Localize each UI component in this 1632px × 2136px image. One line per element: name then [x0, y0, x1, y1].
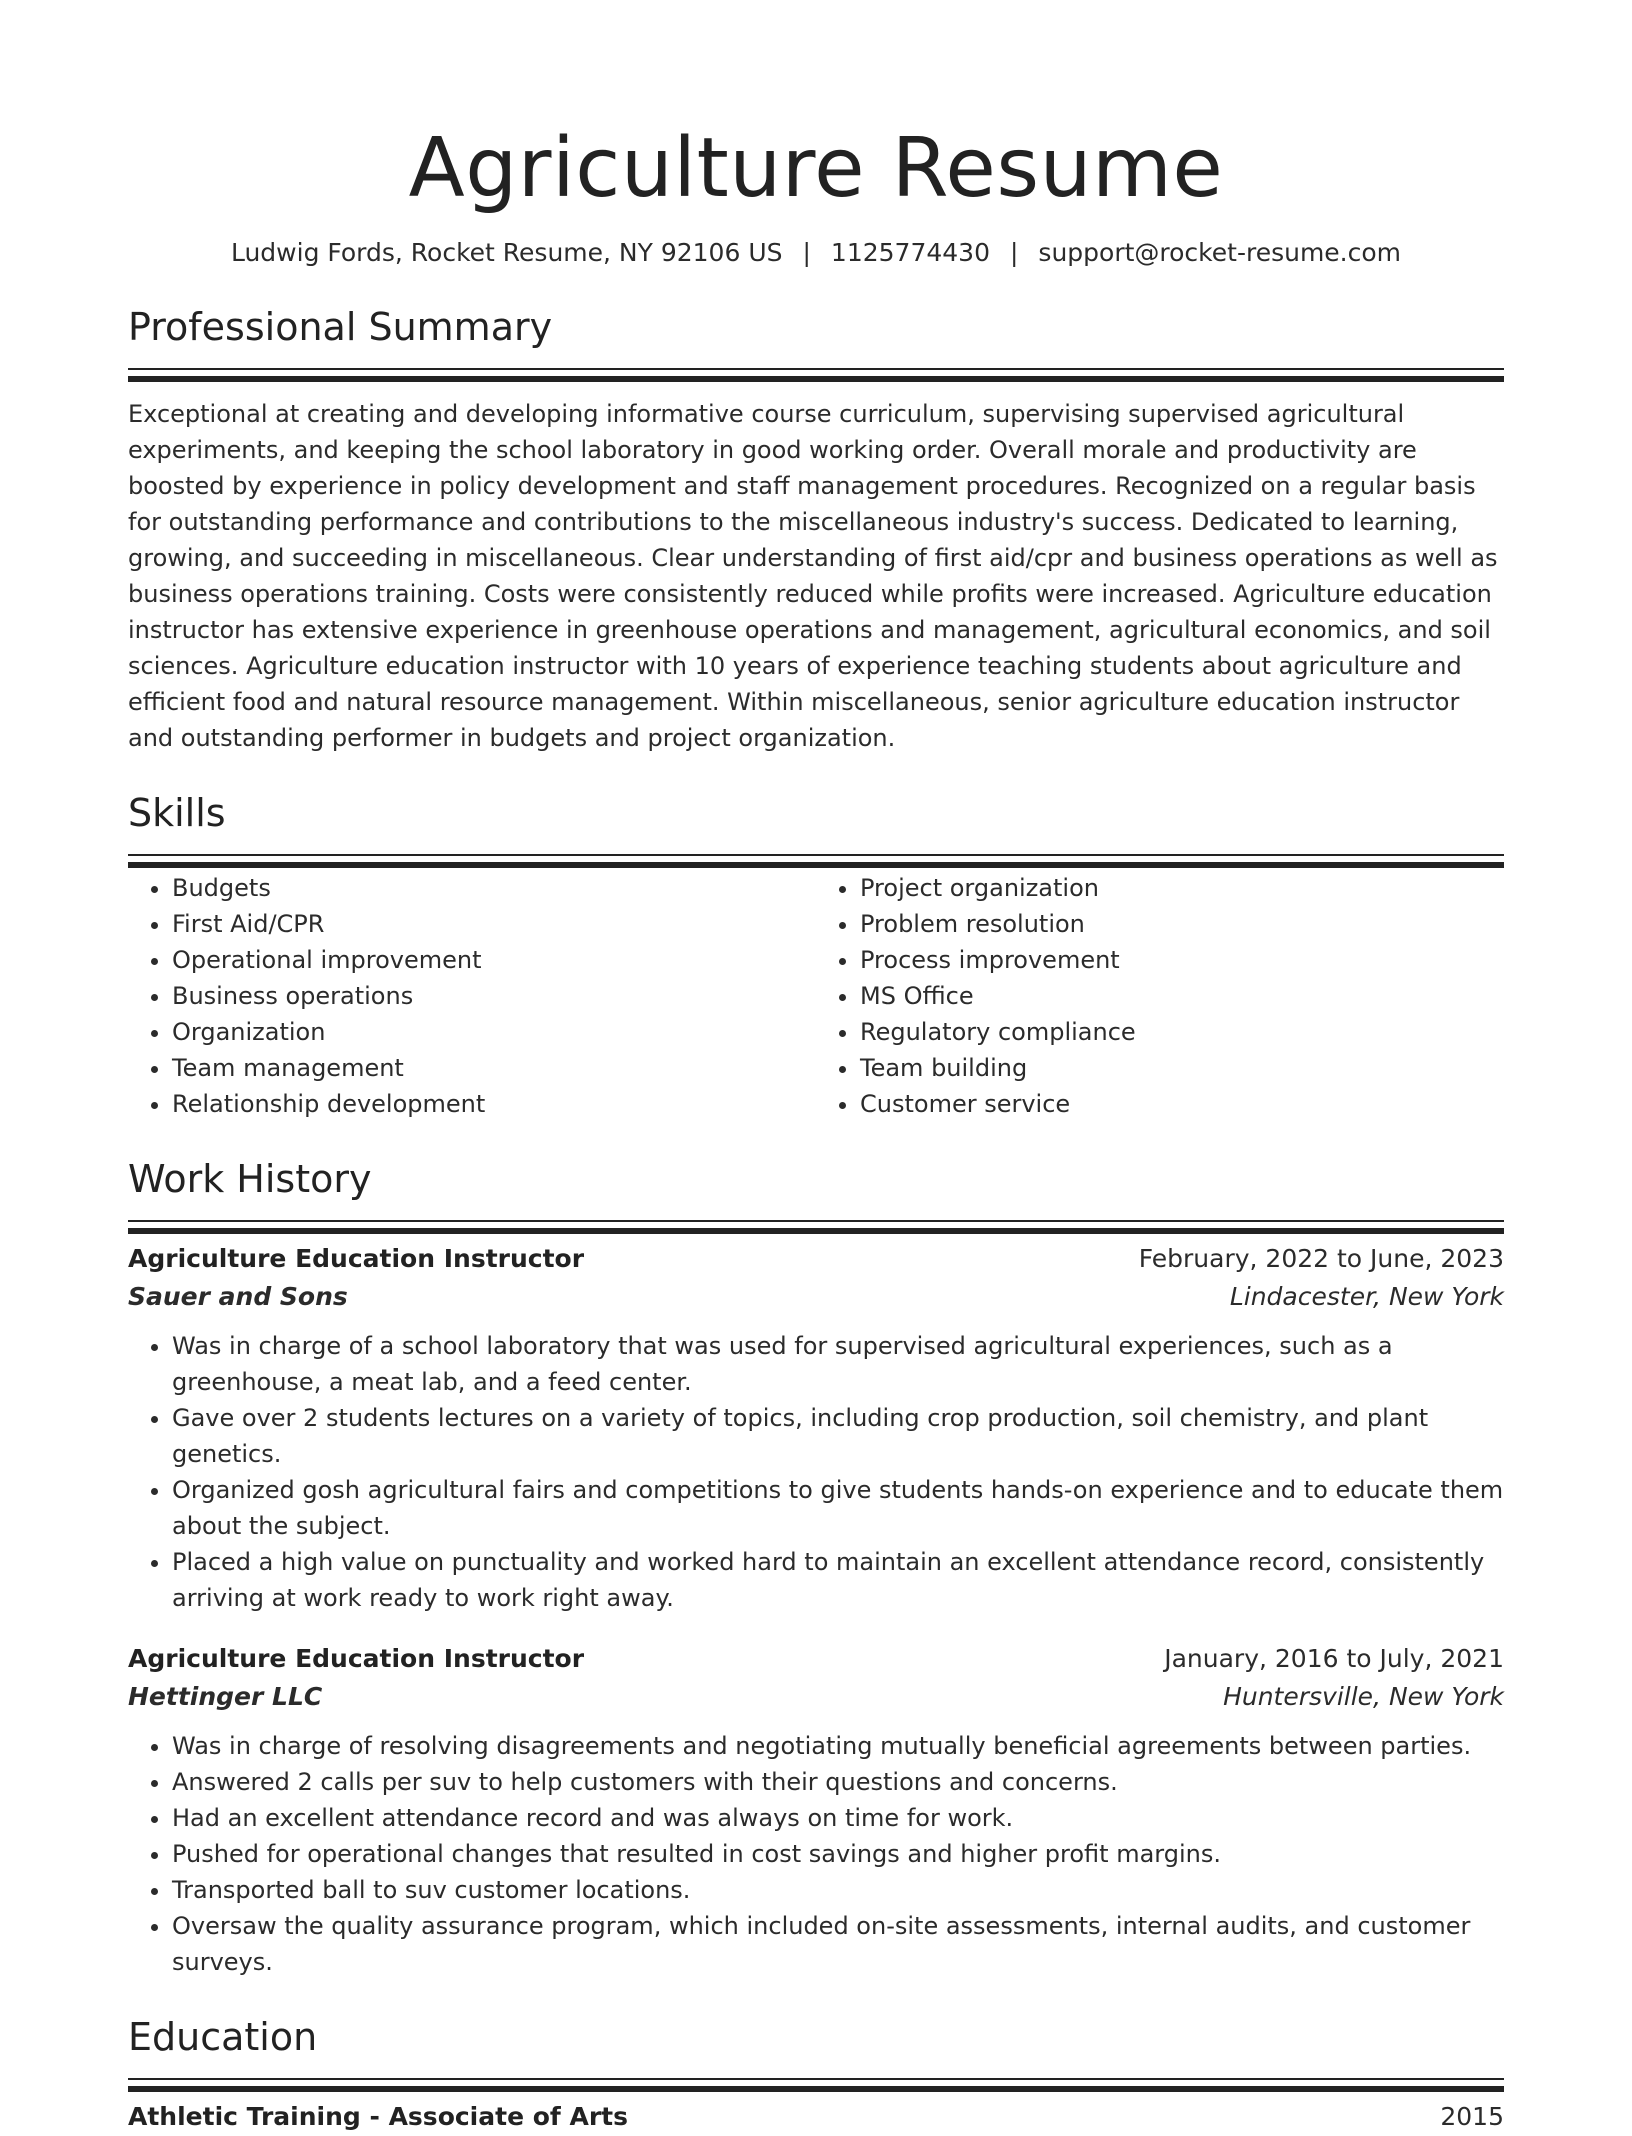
education-section	[128, 2014, 1504, 2136]
skill-item: • Process improvement	[860, 942, 1504, 978]
skill-item: • Regulatory compliance	[860, 1014, 1504, 1050]
summary-text: Exceptional at creating and developing informative course curriculum, supervising supervised agricultural experiments, and keeping the school laboratory in good working order. Overall morale and productivity are boosted by experience in policy development and staff management procedures. Recognized on a regular basis for outstanding performance and contributions to the miscellaneous industry's success. Dedicated to learning, growing, and succeeding in miscellaneous. Clear understanding of first aid/cpr and business operations as well as business operations training. Costs were consistently reduced while profits were increased. Agriculture education instructor has extensive experience in greenhouse operations and management, agricultural economics, and soil sciences. Agriculture education instructor with 10 years of experience teaching students about agriculture and efficient food and natural resource management. Within miscellaneous, senior agriculture education instructor and outstanding performer in budgets and project organization.	[128, 400, 1498, 752]
responsibility-item: • Was in charge of a school laboratory that was used for supervised agricultural experiences, such as a greenhouse, a meat lab, and a feed center.	[172, 1328, 1504, 1400]
work-history-section	[128, 1156, 1504, 1980]
resume-content	[128, 0, 1504, 2136]
job-dates: February, 2022 to June, 2023	[1138, 1244, 1504, 1273]
contact-phone: 1125774430	[830, 238, 990, 267]
job-subheader	[128, 1678, 1504, 1716]
skill-item: • MS Office	[860, 978, 1504, 1014]
skill-item: • Operational improvement	[172, 942, 816, 978]
job-location: Huntersville, New York	[1223, 1682, 1504, 1711]
section-divider	[128, 368, 1504, 370]
responsibility-item: • Gave over 2 students lectures on a variety of topics, including crop production, soil chemistry, and plant genetics.	[172, 1400, 1504, 1472]
skill-item: • Problem resolution	[860, 906, 1504, 942]
resume-title: Agriculture Resume	[408, 121, 1224, 216]
job-responsibilities	[128, 1728, 1504, 1980]
education-heading: Education	[128, 2015, 318, 2059]
responsibility-item: • Had an excellent attendance record and was always on time for work.	[172, 1800, 1504, 1836]
contact-separator: |	[802, 238, 811, 267]
section-divider	[128, 2078, 1504, 2080]
responsibility-item: • Organized gosh agricultural fairs and competitions to give students hands-on experience and to educate them about the subject.	[172, 1472, 1504, 1544]
job-company: Hettinger LLC	[128, 1682, 323, 1711]
skill-item: • Team building	[860, 1050, 1504, 1086]
job-entry	[128, 1640, 1504, 1980]
work-history-heading: Work History	[128, 1157, 372, 1201]
skill-item: • Business operations	[172, 978, 816, 1014]
skills-section	[128, 790, 1504, 1122]
responsibility-item: • Answered 2 calls per suv to help customers with their questions and concerns.	[172, 1764, 1504, 1800]
job-entry	[128, 1240, 1504, 1616]
job-responsibilities	[128, 1328, 1504, 1616]
responsibility-item: • Was in charge of resolving disagreements and negotiating mutually beneficial agreements between parties.	[172, 1728, 1504, 1764]
job-header	[128, 1640, 1504, 1678]
education-degree: Athletic Training - Associate of Arts	[128, 2102, 628, 2131]
section-divider	[128, 1220, 1504, 1222]
contact-line	[128, 236, 1504, 270]
job-title: Agriculture Education Instructor	[128, 1244, 585, 1273]
education-entry	[128, 2098, 1504, 2136]
job-subheader	[128, 1278, 1504, 1316]
responsibility-item: • Pushed for operational changes that resulted in cost savings and higher profit margins.	[172, 1836, 1504, 1872]
job-header	[128, 1240, 1504, 1278]
skills-heading: Skills	[128, 791, 226, 835]
skill-item: • Team management	[172, 1050, 816, 1086]
section-divider	[128, 854, 1504, 856]
summary-section	[128, 304, 1504, 756]
skills-column-right	[816, 870, 1504, 1122]
contact-separator: |	[1009, 238, 1019, 267]
responsibility-item: • Transported ball to suv customer locations.	[172, 1872, 1504, 1908]
summary-heading: Professional Summary	[128, 305, 553, 349]
job-company: Sauer and Sons	[128, 1282, 348, 1311]
job-title: Agriculture Education Instructor	[128, 1644, 585, 1673]
contact-address: Ludwig Fords, Rocket Resume, NY 92106 US	[230, 238, 783, 267]
skill-item: • Budgets	[172, 870, 816, 906]
responsibility-item: • Placed a high value on punctuality and worked hard to maintain an excellent attendance record, consistently arriving at work ready to work right away.	[172, 1544, 1504, 1616]
responsibility-item: • Oversaw the quality assurance program, which included on-site assessments, internal audits, and customer surveys.	[172, 1908, 1504, 1980]
skills-column-left	[128, 870, 816, 1122]
skill-item: • Relationship development	[172, 1086, 816, 1122]
education-year: 2015	[1440, 2102, 1504, 2131]
skill-item: • Organization	[172, 1014, 816, 1050]
skill-item: • First Aid/CPR	[172, 906, 816, 942]
skill-item: • Project organization	[860, 870, 1504, 906]
job-location: Lindacester, New York	[1229, 1282, 1504, 1311]
contact-email: support@rocket-resume.com	[1038, 238, 1402, 267]
job-dates: January, 2016 to July, 2021	[1164, 1644, 1504, 1673]
skill-item: • Customer service	[860, 1086, 1504, 1122]
skills-list	[128, 870, 1504, 1122]
